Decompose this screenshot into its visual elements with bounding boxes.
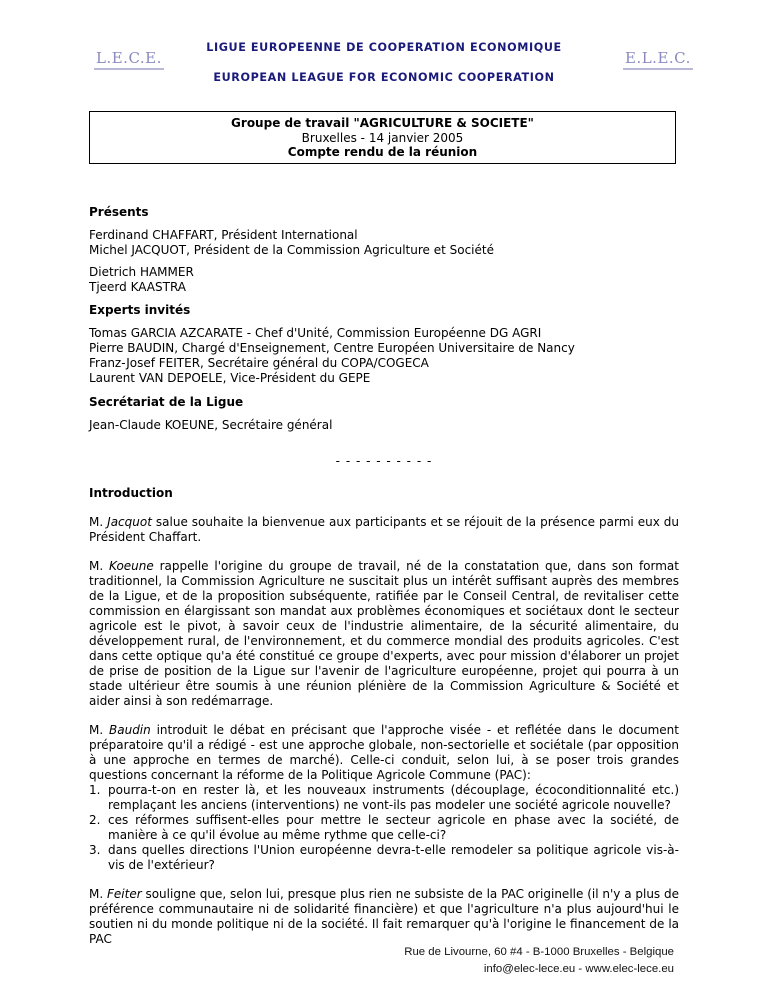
- footer-street: Rue de Livourne, 60 #4 - B-1000 Bruxelles - Belgique: [404, 946, 674, 958]
- league-name-fr: LIGUE EUROPEENNE DE COOPERATION ECONOMIQUE: [206, 41, 562, 54]
- paragraph-jacquot: M. Jacquot salue souhaite la bienvenue aux participants et se réjouit de la présence parmi eux du Président Chaffart.: [89, 515, 679, 544]
- expert-person: Tomas GARCIA AZCARATE - Chef d'Unité, Commission Européenne DG AGRI: [89, 326, 542, 340]
- introduction-heading: Introduction: [89, 486, 173, 500]
- experts-section: [89, 303, 679, 386]
- working-group-title: Groupe de travail "AGRICULTURE & SOCIETE": [231, 116, 534, 130]
- present-person: Dietrich HAMMER: [89, 265, 194, 279]
- secretariat-section: [89, 395, 679, 433]
- present-person: Michel JACQUOT, Président de la Commission Agriculture et Société: [89, 243, 494, 257]
- expert-person: Laurent VAN DEPOELE, Vice-Président du GEPE: [89, 371, 371, 385]
- footer-address: [404, 944, 674, 978]
- lece-logo-left: L.E.C.E.: [96, 49, 162, 67]
- section-divider: - - - - - - - - - -: [335, 454, 433, 468]
- question-item: 3. dans quelles directions l'Union européenne devra-t-elle remodeler sa politique agricole vis-à-vis de l'extérieur?: [89, 843, 679, 872]
- secretariat-person: Jean-Claude KOEUNE, Secrétaire général: [89, 418, 333, 432]
- question-item: 1. pourra-t-on en rester là, et les nouveaux instruments (découplage, écoconditionnalité etc.) remplaçant les anciens (interventions) ne vont-ils pas modeler une société agricole nouvelle?: [89, 783, 679, 812]
- expert-person: Franz-Josef FEITER, Secrétaire général du COPA/COGECA: [89, 356, 429, 370]
- present-heading: Présents: [89, 205, 149, 219]
- paragraph-feiter: M. Feiter souligne que, selon lui, presque plus rien ne subsiste de la PAC originelle (il n'y a plus de préférence communautaire ni de solidarité financière) et que l'agriculture n'a plus aujourd'hui le soutien ni du monde politique ni de la société. Il fait remarquer qu'à l'origine le financement de la PAC: [89, 887, 680, 946]
- meeting-date: Bruxelles - 14 janvier 2005: [301, 130, 464, 145]
- present-section: [89, 205, 679, 295]
- introduction-section: [89, 486, 679, 947]
- question-item: 2. ces réformes suffisent-elles pour mettre le secteur agricole en phase avec la société, de manière à ce qu'il évolue au même rythme que celle-ci?: [89, 813, 679, 842]
- experts-heading: Experts invités: [89, 303, 191, 317]
- meeting-report-title: Compte rendu de la réunion: [287, 145, 478, 159]
- footer-contact: info@elec-lece.eu - www.elec-lece.eu: [483, 963, 674, 975]
- secretariat-heading: Secrétariat de la Ligue: [89, 395, 244, 409]
- present-person: Tjeerd KAASTRA: [89, 280, 187, 294]
- title-box: [89, 111, 676, 164]
- elec-logo-right: E.L.E.C.: [625, 49, 691, 67]
- paragraph-baudin: M. Baudin introduit le débat en précisant que l'approche visée - et reflétée dans le document préparatoire qu'il a rédigé - est une approche globale, non-sectorielle et sociétale (par opposition à une approche en termes de marché). Celle-ci conduit, selon lui, à se poser trois grandes questions concernant la réforme de la Politique Agricole Commune (PAC):: [89, 723, 679, 782]
- paragraph-koeune: M. Koeune rappelle l'origine du groupe de travail, né de la constatation que, dans son format traditionnel, la Commission Agriculture ne suscitait plus un intérêt suffisant auprès des membres de la Ligue, et de la proposition subséquente, ratifiée par le Conseil Central, de revitaliser cette commission en élargissant son mandat aux problèmes économiques et sociétaux dont le secteur agricole est le pivot, à savoir ceux de l'industrie alimentaire, de la sécurité alimentaire, du développement rural, de l'environnement, et du commerce mondial des produits agricoles. C'est dans cette optique qu'a été constitué ce groupe d'experts, avec pour mission d'élaborer un projet de prise de position de la Ligue sur l'avenir de l'agriculture européenne, projet qui pourra à un stade ultérieur être soumis à une réunion plénière de la Commission Agriculture & Société et aider ainsi à son redémarrage.: [89, 559, 679, 708]
- present-person: Ferdinand CHAFFART, Président International: [89, 228, 358, 242]
- expert-person: Pierre BAUDIN, Chargé d'Enseignement, Centre Européen Universitaire de Nancy: [89, 341, 575, 355]
- league-name-en: EUROPEAN LEAGUE FOR ECONOMIC COOPERATION: [213, 71, 555, 84]
- questions-list: [89, 783, 679, 873]
